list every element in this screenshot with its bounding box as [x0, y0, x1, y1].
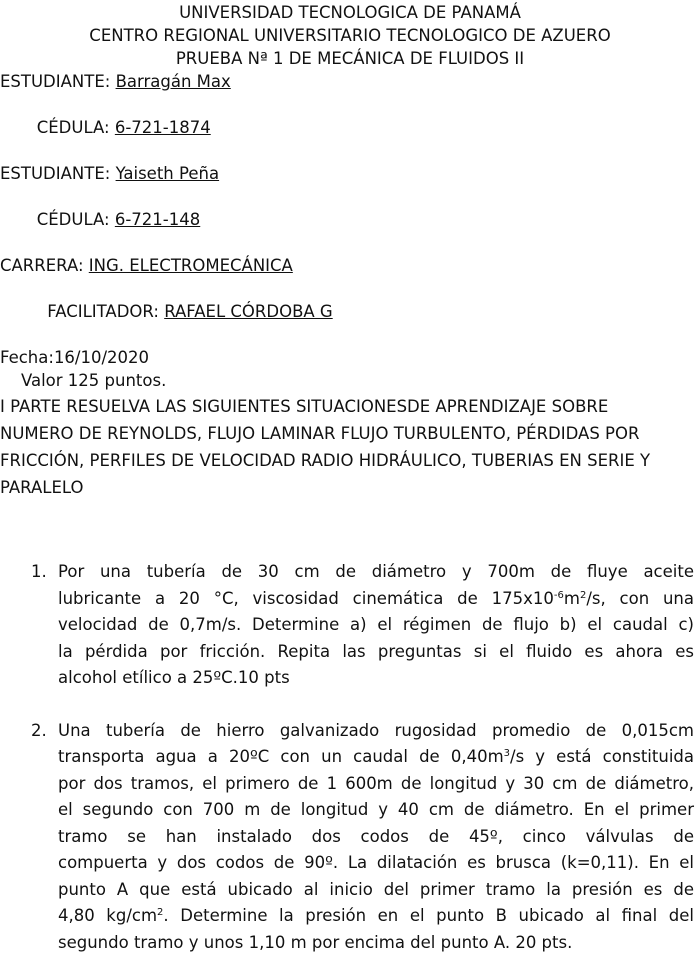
- student2-value: Yaiseth Peña: [116, 164, 220, 183]
- career-row: [0, 254, 700, 277]
- facilitator-label: FACILITADOR:: [31, 302, 164, 321]
- university-name: UNIVERSIDAD TECNOLOGICA DE PANAMÁ: [0, 1, 700, 24]
- problem-text: /s y está constituida: [510, 747, 694, 766]
- problem-line: [58, 744, 694, 771]
- problem-line: Una tubería de hierro galvanizado rugosidad promedio de 0,015cm: [58, 718, 694, 745]
- instructions: [0, 393, 700, 501]
- career-label: CARRERA:: [0, 256, 89, 275]
- student-info: [0, 70, 700, 392]
- problem-1: [0, 559, 700, 692]
- problem-text: . Determine la presión en el punto B ubicado al final del: [163, 906, 694, 925]
- problem-text: m: [564, 589, 580, 608]
- cedula2-label: CÉDULA:: [31, 210, 114, 229]
- superscript: 2: [157, 907, 163, 918]
- facilitator-row: [0, 277, 700, 346]
- problem-2: [0, 718, 700, 956]
- student1-row: [0, 70, 700, 93]
- student2-row: [0, 162, 700, 185]
- cedula1-label: CÉDULA:: [31, 118, 114, 137]
- problem-line: por dos tramos, el primero de 1 600m de longitud y 30 cm de diámetro,: [58, 771, 694, 798]
- problem-line: alcohol etílico a 25ºC.10 pts: [58, 665, 694, 692]
- exam-header: [0, 1, 700, 70]
- problem-text: /s, con una: [586, 589, 694, 608]
- problem-line: la pérdida por fricción. Repita las preguntas si el fluido es ahora es: [58, 639, 694, 666]
- instructions-line: FRICCIÓN, PERFILES DE VELOCIDAD RADIO HIDRÁULICO, TUBERIAS EN SERIE Y: [0, 447, 696, 474]
- exam-date: Fecha:16/10/2020: [0, 346, 700, 369]
- superscript: 2: [580, 590, 586, 601]
- facilitator-value: RAFAEL CÓRDOBA G: [164, 302, 333, 321]
- problem-line: Por una tubería de 30 cm de diámetro y 700m de fluye aceite: [58, 559, 694, 586]
- career-value: ING. ELECTROMECÁNICA: [89, 256, 293, 275]
- cedula2-row: [0, 185, 700, 254]
- instructions-line: I PARTE RESUELVA LAS SIGUIENTES SITUACIONESDE APRENDIZAJE SOBRE: [0, 393, 696, 420]
- regional-center: CENTRO REGIONAL UNIVERSITARIO TECNOLOGICO DE AZUERO: [0, 24, 700, 47]
- superscript: -6: [554, 590, 564, 601]
- problem-line: [58, 586, 694, 613]
- problem-number: 2.: [31, 718, 47, 745]
- problem-line: compuerta y dos codos de 90º. La dilatación es brusca (k=0,11). En el: [58, 850, 694, 877]
- cedula1-row: [0, 93, 700, 162]
- cedula1-value: 6-721-1874: [115, 118, 211, 137]
- problem-line: [58, 903, 694, 930]
- student2-label: ESTUDIANTE:: [0, 164, 116, 183]
- test-title: PRUEBA Nª 1 DE MECÁNICA DE FLUIDOS II: [0, 47, 700, 70]
- student1-value: Barragán Max: [116, 72, 231, 91]
- problem-list: [0, 559, 700, 956]
- problem-text: 4,80 kg/cm: [58, 906, 157, 925]
- superscript: 3: [504, 748, 510, 759]
- exam-value: Valor 125 puntos.: [0, 369, 700, 392]
- problem-text: transporta agua a 20ºC con un caudal de 0,40m: [58, 747, 504, 766]
- problem-line: punto A que está ubicado al inicio del primer tramo la presión es de: [58, 877, 694, 904]
- instructions-line: NUMERO DE REYNOLDS, FLUJO LAMINAR FLUJO TURBULENTO, PÉRDIDAS POR: [0, 420, 696, 447]
- problem-line: el segundo con 700 m de longitud y 40 cm de diámetro. En el primer: [58, 797, 694, 824]
- student1-label: ESTUDIANTE:: [0, 72, 116, 91]
- problem-line: segundo tramo y unos 1,10 m por encima del punto A. 20 pts.: [58, 930, 694, 956]
- instructions-line: PARALELO: [0, 474, 696, 501]
- cedula2-value: 6-721-148: [115, 210, 200, 229]
- exam-page: [0, 1, 700, 819]
- problem-line: tramo se han instalado dos codos de 45º, cinco válvulas de: [58, 824, 694, 851]
- problem-number: 1.: [31, 559, 47, 586]
- problem-line: velocidad de 0,7m/s. Determine a) el régimen de flujo b) el caudal c): [58, 612, 694, 639]
- problem-text: lubricante a 20 °C, viscosidad cinemática de 175x10: [58, 589, 554, 608]
